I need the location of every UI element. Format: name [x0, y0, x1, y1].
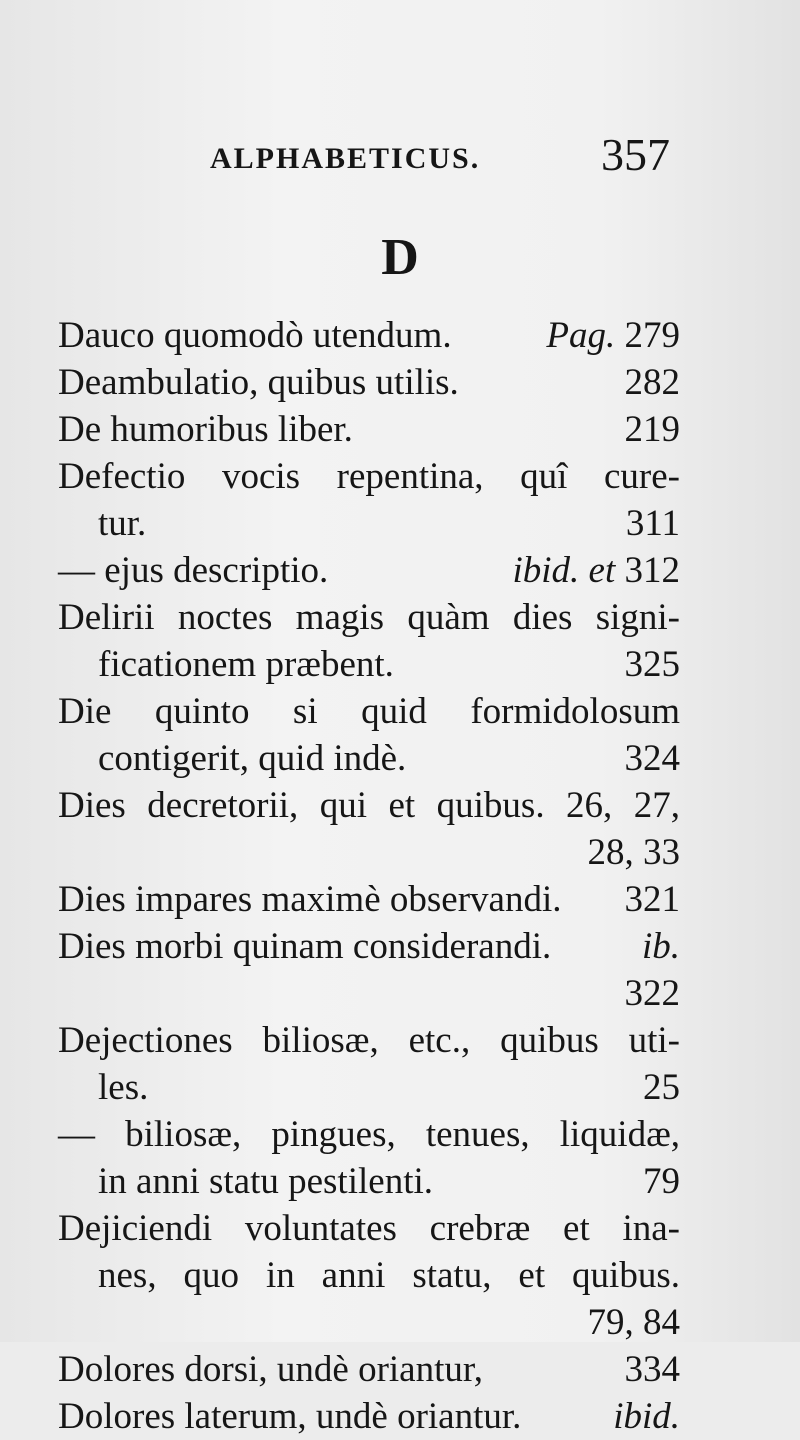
index-line — [58, 453, 680, 500]
entry-text: Dolores laterum, undè oriantur. — [58, 1396, 522, 1437]
entry-text: Die quinto si quid formidolosum — [58, 691, 680, 732]
page-reference: ibid. — [613, 1396, 680, 1437]
entry-text: les. — [98, 1067, 149, 1108]
index-line — [58, 1252, 680, 1299]
entry-text: Dauco quomodò utendum. — [58, 315, 452, 356]
index-line — [58, 359, 680, 406]
page-number: 357 — [601, 129, 670, 180]
index-line — [58, 1346, 680, 1393]
page-reference: 334 — [624, 1349, 680, 1390]
entry-text: Dejectiones biliosæ, etc., quibus uti- — [58, 1020, 680, 1061]
entry-text: — ejus descriptio. — [58, 550, 329, 591]
page-reference: 324 — [624, 738, 680, 779]
page-header — [210, 128, 670, 188]
entry-text: 28, 33 — [587, 832, 680, 873]
index-line — [58, 829, 680, 876]
index-line — [58, 970, 680, 1017]
entry-text: — biliosæ, pingues, tenues, liquidæ, — [58, 1114, 680, 1155]
index-line — [58, 594, 680, 641]
entry-text: 79, 84 — [587, 1302, 680, 1343]
index-line — [58, 547, 680, 594]
page-reference: 321 — [624, 879, 680, 920]
index-line — [58, 1299, 680, 1346]
page-reference: ib. — [641, 926, 680, 967]
page-reference: 25 — [643, 1067, 680, 1108]
entry-text: Dies decretorii, qui et quibus. 26, 27, — [58, 785, 680, 826]
index-line — [58, 923, 680, 970]
index-line — [58, 406, 680, 453]
entry-text: ficationem præbent. — [98, 644, 394, 685]
index-line — [58, 876, 680, 923]
entry-text: contigerit, quid indè. — [98, 738, 407, 779]
page-reference: 79 — [643, 1161, 680, 1202]
index-line — [58, 641, 680, 688]
entry-text: tur. — [98, 503, 147, 544]
page-reference: ibid. et 312 — [512, 550, 680, 591]
entry-text: in anni statu pestilenti. — [98, 1161, 434, 1202]
index-line — [58, 1064, 680, 1111]
page-reference: 282 — [624, 362, 680, 403]
index-line — [58, 1158, 680, 1205]
entry-text: Dies morbi quinam considerandi. — [58, 926, 552, 967]
entry-text: De humoribus liber. — [58, 409, 353, 450]
index-line — [58, 1205, 680, 1252]
entry-text: nes, quo in anni statu, et quibus. — [98, 1255, 680, 1296]
index-entries — [58, 312, 680, 1440]
page-reference: Pag. 279 — [546, 315, 680, 356]
entry-text: Delirii noctes magis quàm dies signi- — [58, 597, 680, 638]
section-letter: D — [381, 229, 419, 286]
index-line — [58, 782, 680, 829]
page-reference: 311 — [625, 503, 680, 544]
entry-text: Deambulatio, quibus utilis. — [58, 362, 459, 403]
page-reference: 325 — [624, 644, 680, 685]
entry-text: Dolores dorsi, undè oriantur, — [58, 1349, 483, 1390]
entry-text: Dies impares maximè observandi. — [58, 879, 562, 920]
entry-text: Dejiciendi voluntates crebræ et ina- — [58, 1208, 680, 1249]
index-line — [58, 688, 680, 735]
index-line — [58, 1393, 680, 1440]
index-line — [58, 735, 680, 782]
index-line — [58, 312, 680, 359]
index-line — [58, 500, 680, 547]
index-line — [58, 1111, 680, 1158]
index-line — [58, 1017, 680, 1064]
page-reference: 219 — [624, 409, 680, 450]
running-title: ALPHABETICUS. — [210, 142, 481, 175]
entry-text: 322 — [624, 973, 680, 1014]
entry-text: Defectio vocis repentina, quî cure- — [58, 456, 680, 497]
